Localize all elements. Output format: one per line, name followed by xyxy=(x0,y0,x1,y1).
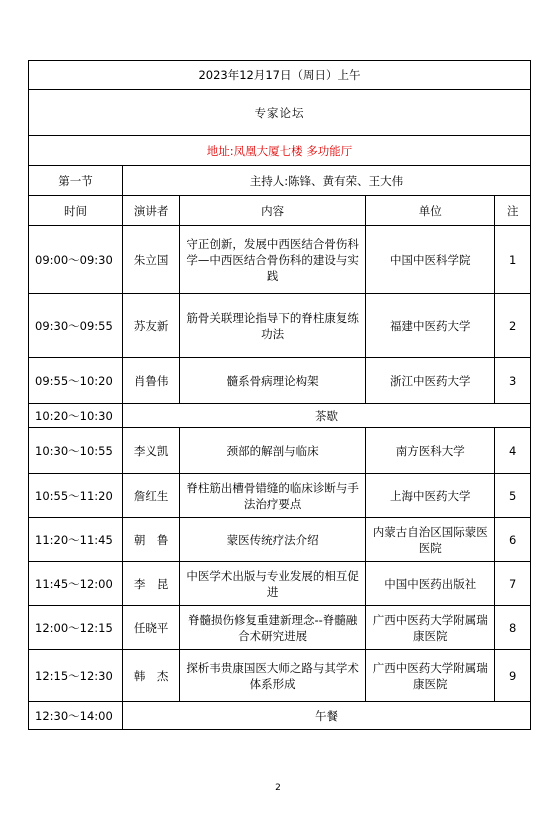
unit-cell: 南方医科大学 xyxy=(366,428,495,474)
content-cell: 守正创新，发展中西医结合骨伤科学—中西医结合骨伤科的建设与实践 xyxy=(180,226,366,294)
time-cell: 10:55～11:20 xyxy=(29,474,123,518)
unit-cell: 广西中医药大学附属瑞康医院 xyxy=(366,606,495,650)
content-cell: 颈部的解剖与临床 xyxy=(180,428,366,474)
note-cell: 9 xyxy=(495,650,531,702)
time-cell: 09:00～09:30 xyxy=(29,226,123,294)
time-cell: 11:45～12:00 xyxy=(29,562,123,606)
date-cell: 2023年12月17日（周日）上午 xyxy=(29,61,531,90)
table-row xyxy=(29,606,531,650)
break-time: 12:30～14:00 xyxy=(29,702,123,730)
unit-cell: 福建中医药大学 xyxy=(366,294,495,358)
col-header-unit: 单位 xyxy=(366,196,495,226)
break-time: 10:20～10:30 xyxy=(29,404,123,428)
note-cell: 3 xyxy=(495,358,531,404)
unit-cell: 内蒙古自治区国际蒙医医院 xyxy=(366,518,495,562)
unit-cell: 浙江中医药大学 xyxy=(366,358,495,404)
table-row xyxy=(29,650,531,702)
speaker-cell: 肖鲁伟 xyxy=(122,358,179,404)
speaker-cell: 朝 鲁 xyxy=(122,518,179,562)
col-header-time: 时间 xyxy=(29,196,123,226)
note-cell: 5 xyxy=(495,474,531,518)
schedule-table xyxy=(28,60,531,730)
table-row xyxy=(29,474,531,518)
content-cell: 筋骨关联理论指导下的脊柱康复练功法 xyxy=(180,294,366,358)
content-cell: 探析韦贵康国医大师之路与其学术体系形成 xyxy=(180,650,366,702)
time-cell: 12:00～12:15 xyxy=(29,606,123,650)
session-hosts: 主持人:陈锋、黄有荣、王大伟 xyxy=(122,166,530,196)
time-cell: 11:20～11:45 xyxy=(29,518,123,562)
content-cell: 中医学术出版与专业发展的相互促进 xyxy=(180,562,366,606)
speaker-cell: 任晓平 xyxy=(122,606,179,650)
content-cell: 蒙医传统疗法介绍 xyxy=(180,518,366,562)
time-cell: 09:30～09:55 xyxy=(29,294,123,358)
unit-cell: 中国中医药出版社 xyxy=(366,562,495,606)
title-row xyxy=(29,90,531,136)
table-row xyxy=(29,226,531,294)
col-header-note: 注 xyxy=(495,196,531,226)
break-label: 茶歇 xyxy=(122,404,530,428)
speaker-cell: 李义凯 xyxy=(122,428,179,474)
break-label: 午餐 xyxy=(122,702,530,730)
unit-cell: 上海中医药大学 xyxy=(366,474,495,518)
table-row xyxy=(29,562,531,606)
unit-cell: 中国中医科学院 xyxy=(366,226,495,294)
note-cell: 1 xyxy=(495,226,531,294)
speaker-cell: 朱立国 xyxy=(122,226,179,294)
break-row xyxy=(29,404,531,428)
break-row xyxy=(29,702,531,730)
page-number: 2 xyxy=(275,783,281,793)
col-header-speaker: 演讲者 xyxy=(122,196,179,226)
note-cell: 2 xyxy=(495,294,531,358)
time-cell: 10:30～10:55 xyxy=(29,428,123,474)
speaker-cell: 韩 杰 xyxy=(122,650,179,702)
speaker-cell: 李 昆 xyxy=(122,562,179,606)
note-cell: 8 xyxy=(495,606,531,650)
date-row xyxy=(29,61,531,90)
note-cell: 6 xyxy=(495,518,531,562)
table-row xyxy=(29,294,531,358)
table-row xyxy=(29,358,531,404)
table-row xyxy=(29,428,531,474)
time-cell: 09:55～10:20 xyxy=(29,358,123,404)
session-label: 第一节 xyxy=(29,166,123,196)
address-cell: 地址:凤凰大厦七楼 多功能厅 xyxy=(29,136,531,166)
content-cell: 脊髓损伤修复重建新理念--脊髓融合术研究进展 xyxy=(180,606,366,650)
unit-cell: 广西中医药大学附属瑞康医院 xyxy=(366,650,495,702)
address-row xyxy=(29,136,531,166)
time-cell: 12:15～12:30 xyxy=(29,650,123,702)
speaker-cell: 詹红生 xyxy=(122,474,179,518)
content-cell: 脊柱筋出槽骨错缝的临床诊断与手法治疗要点 xyxy=(180,474,366,518)
col-header-content: 内容 xyxy=(180,196,366,226)
forum-title: 专家论坛 xyxy=(29,90,531,136)
content-cell: 髓系骨病理论构架 xyxy=(180,358,366,404)
speaker-cell: 苏友新 xyxy=(122,294,179,358)
note-cell: 7 xyxy=(495,562,531,606)
session-row xyxy=(29,166,531,196)
note-cell: 4 xyxy=(495,428,531,474)
column-header-row xyxy=(29,196,531,226)
table-row xyxy=(29,518,531,562)
